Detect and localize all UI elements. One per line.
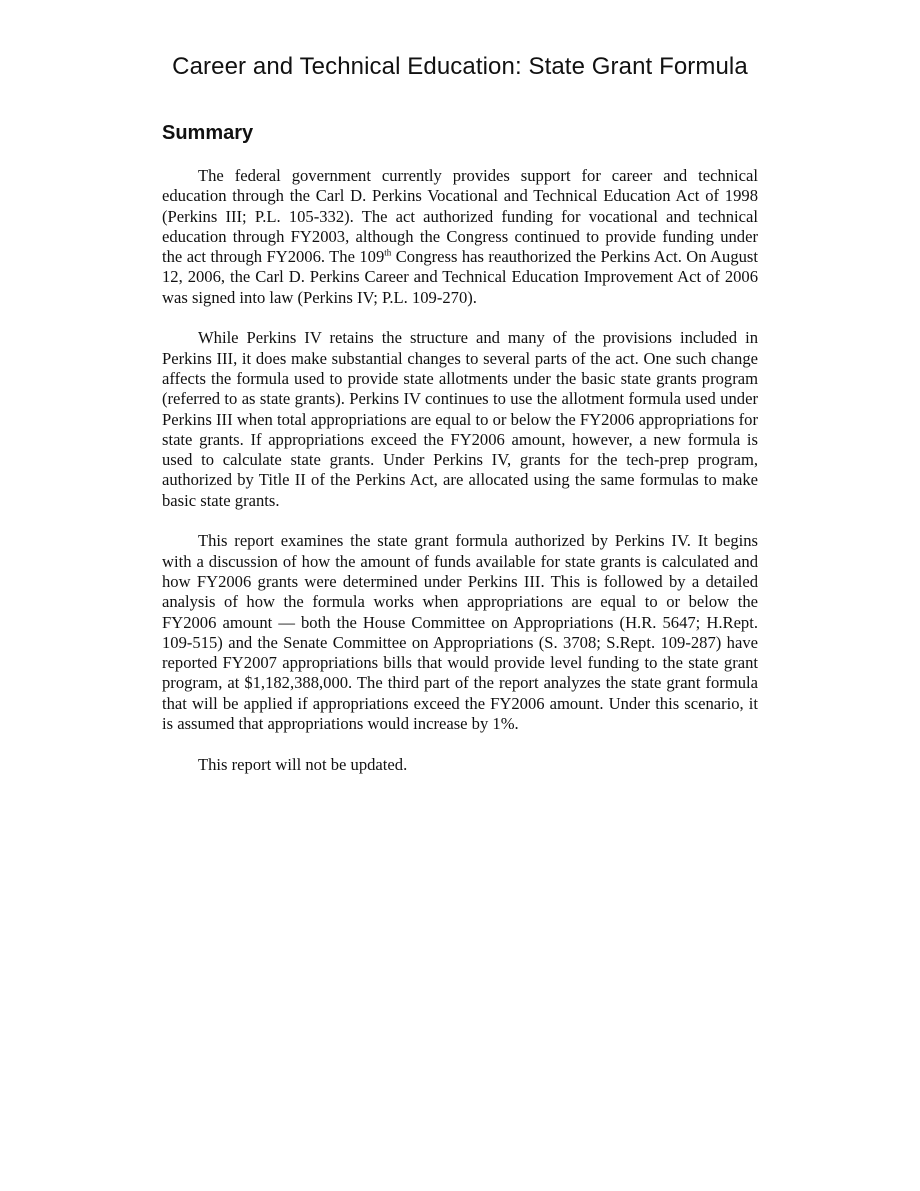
document-title: Career and Technical Education: State Grant Formula [172,53,748,80]
section-heading-summary: Summary [162,122,254,144]
summary-paragraph-1 [162,166,758,308]
summary-paragraph-2: While Perkins IV retains the structure and many of the provisions included in Perkins III, it does make substantial changes to several parts of the act. One such change affects the formula used to provide state allotments under the basic state grants program (referred to as state grants). Perkins IV continues to use the allotment formula used under Perkins III when total appropriations are equal to or below the FY2006 appropriations for state grants. If appropriations exceed the FY2006 amount, however, a new formula is used to calculate state grants. Under Perkins IV, grants for the tech-prep program, authorized by Title II of the Perkins Act, are allocated using the same formulas to make basic state grants. [162,328,758,510]
paragraph-1-text-end: Congress has reauthorized the Perkins Act. On August 12, 2006, the Carl D. Perkins Career and Technical Education Improvement Act of 2006 was signed into law (Perkins IV; P.L. 109-270). [162,247,758,307]
summary-paragraph-4: This report will not be updated. [198,754,408,774]
paragraph-1-text-start: The federal government currently provides support for career and technical education through the Carl D. Perkins Vocational and Technical Education Act of 1998 (Perkins III; P.L. 105-332). The act authorized funding for vocational and technical education through FY2003, although the Congress continued to provide funding under the act through FY2006. The 109 [162,166,758,267]
summary-body [162,166,758,795]
summary-paragraph-3: This report examines the state grant formula authorized by Perkins IV. It begins with a discussion of how the amount of funds available for state grants is calculated and how FY2006 grants were determined under Perkins III. This is followed by a detailed analysis of how the formula works when appropriations are equal to or below the FY2006 amount — both the House Committee on Appropriations (H.R. 5647; H.Rept. 109-515) and the Senate Committee on Appropriations (S. 3708; S.Rept. 109-287) have reported FY2007 appropriations bills that would provide level funding to the state grant program, at $1,182,388,000. The third part of the report analyzes the state grant formula that will be applied if appropriations exceed the FY2006 amount. Under this scenario, it is assumed that appropriations would increase by 1%. [162,531,758,734]
ordinal-superscript: th [384,247,392,258]
